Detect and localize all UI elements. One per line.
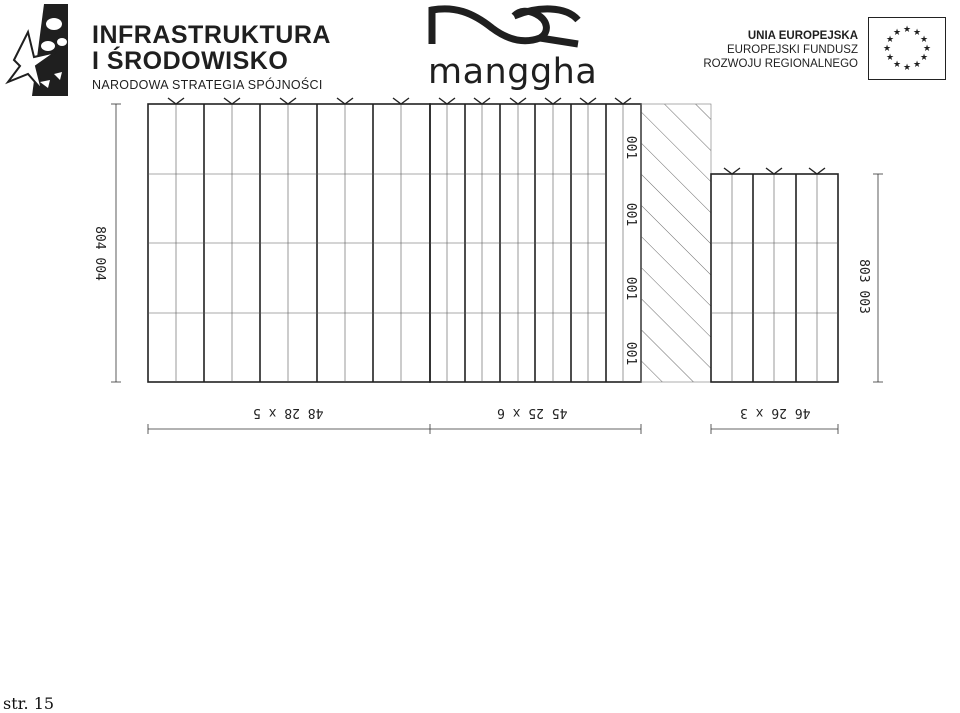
width-label-a: 48 28 x 5	[253, 405, 324, 420]
page-number: str. 15	[3, 694, 55, 713]
svg-text:★: ★	[885, 53, 895, 63]
svg-text:★: ★	[892, 60, 902, 70]
dimension-lines	[111, 104, 883, 434]
svg-text:★: ★	[892, 28, 902, 38]
panel-group-b	[430, 104, 641, 382]
svg-text:★: ★	[885, 35, 895, 45]
eu-line-3: ROZWOJU REGIONALNEGO	[703, 58, 858, 70]
logo-line-2: I ŚRODOWISKO	[92, 47, 289, 75]
section-label-3: 001	[623, 276, 639, 301]
section-label-4: 001	[623, 341, 639, 366]
svg-text:★: ★	[919, 35, 929, 45]
logo-line-1: INFRASTRUKTURA	[92, 21, 331, 49]
width-label-c: 46 26 x 3	[740, 405, 811, 420]
hatched-wall	[641, 104, 711, 382]
section-label-1: 001	[623, 135, 639, 160]
svg-text:★: ★	[912, 60, 922, 70]
svg-text:★: ★	[882, 44, 892, 54]
svg-text:★: ★	[919, 53, 929, 63]
width-label-b: 45 25 x 6	[497, 405, 568, 420]
eu-line-2: EUROPEJSKI FUNDUSZ	[727, 44, 858, 56]
svg-text:★: ★	[912, 28, 922, 38]
logo-line-3: NARODOWA STRATEGIA SPÓJNOŚCI	[92, 78, 323, 92]
section-label-2: 001	[623, 202, 639, 227]
height-label-right: 803 003	[855, 259, 871, 314]
panel-group-c	[711, 174, 838, 382]
height-label-left: 804 004	[91, 226, 107, 281]
panel-group-a	[148, 104, 430, 382]
eu-line-1: UNIA EUROPEJSKA	[747, 30, 858, 42]
svg-text:★: ★	[902, 63, 912, 73]
hanger-marks	[168, 98, 825, 174]
svg-text:★: ★	[902, 25, 912, 35]
svg-text:★: ★	[922, 44, 932, 54]
manggha-wordmark: manggha	[428, 52, 598, 92]
